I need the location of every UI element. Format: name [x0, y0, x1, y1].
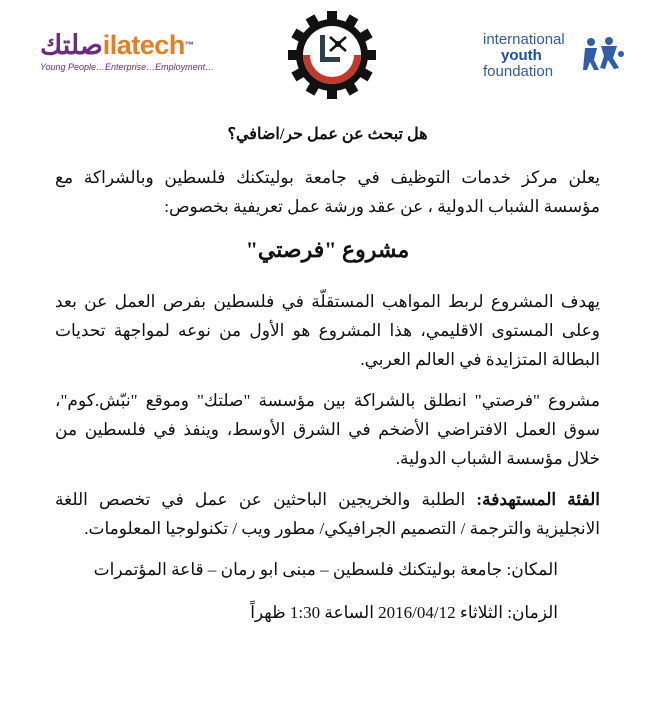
silatech-tagline: Young People…Enterprise…Employment… — [40, 62, 215, 72]
announcement-heading: هل تبحث عن عمل حر/اضافي؟ — [227, 126, 428, 143]
project-partnership-paragraph: مشروع "فرصتي" انطلق بالشراكة بين مؤسسة "صلتك" وموقع "نبّش.كوم"، سوق العمل الافتراضي الأضخم في الشرق الأوسط، وينفذ في فلسطين من خلال مؤسسة الشباب الدولية. — [55, 391, 600, 468]
youth-figures-icon — [581, 36, 625, 72]
time-label: الزمان: — [507, 603, 558, 622]
location-label: المكان: — [506, 560, 558, 579]
location-text: جامعة بوليتكنك فلسطين – مبنى ابو رمان – قاعة المؤتمرات — [93, 560, 507, 579]
iyf-line1: international — [483, 31, 565, 48]
silatech-brand-arabic: صلتك — [40, 30, 103, 60]
time-text: الثلاثاء 2016/04/12 الساعة 1:30 ظهراً — [250, 603, 508, 622]
gear-emblem-icon — [287, 10, 377, 100]
header-logos — [0, 0, 665, 110]
time-line — [55, 598, 600, 627]
target-group-label: الفئة المستهدفة: — [476, 490, 601, 509]
silatech-trademark: ™ — [184, 40, 194, 50]
silatech-logo — [40, 30, 215, 85]
announcement-body — [55, 120, 600, 627]
ppu-logo — [287, 10, 377, 100]
iyf-logo — [483, 32, 633, 87]
target-group-paragraph — [55, 485, 600, 543]
project-title: مشروع "فرصتي" — [245, 237, 410, 262]
silatech-brand-english: ilatech — [102, 30, 185, 60]
project-goal-paragraph: يهدف المشروع لربط المواهب المستقلّة في فلسطين بفرص العمل عن بعد وعلى المستوى الاقليمي، هذا المشروع هو الأول من نوعه لمواجهة تحديات البطالة المتزايدة في العالم العربي. — [55, 292, 600, 369]
iyf-line3: foundation — [483, 63, 554, 80]
intro-paragraph: يعلن مركز خدمات التوظيف في جامعة بوليتكنك فلسطين وبالشراكة مع مؤسسة الشباب الدولية ، عن عقد ورشة عمل تعريفية بخصوص: — [55, 168, 600, 216]
target-group-text: الطلبة والخريجين الباحثين عن عمل في تخصص اللغة الانجليزية والترجمة / التصميم الجرافيكي/ مطور ويب / تكنولوجيا المعلومات. — [55, 490, 600, 538]
iyf-line2: youth — [501, 47, 542, 64]
location-line — [55, 555, 600, 584]
